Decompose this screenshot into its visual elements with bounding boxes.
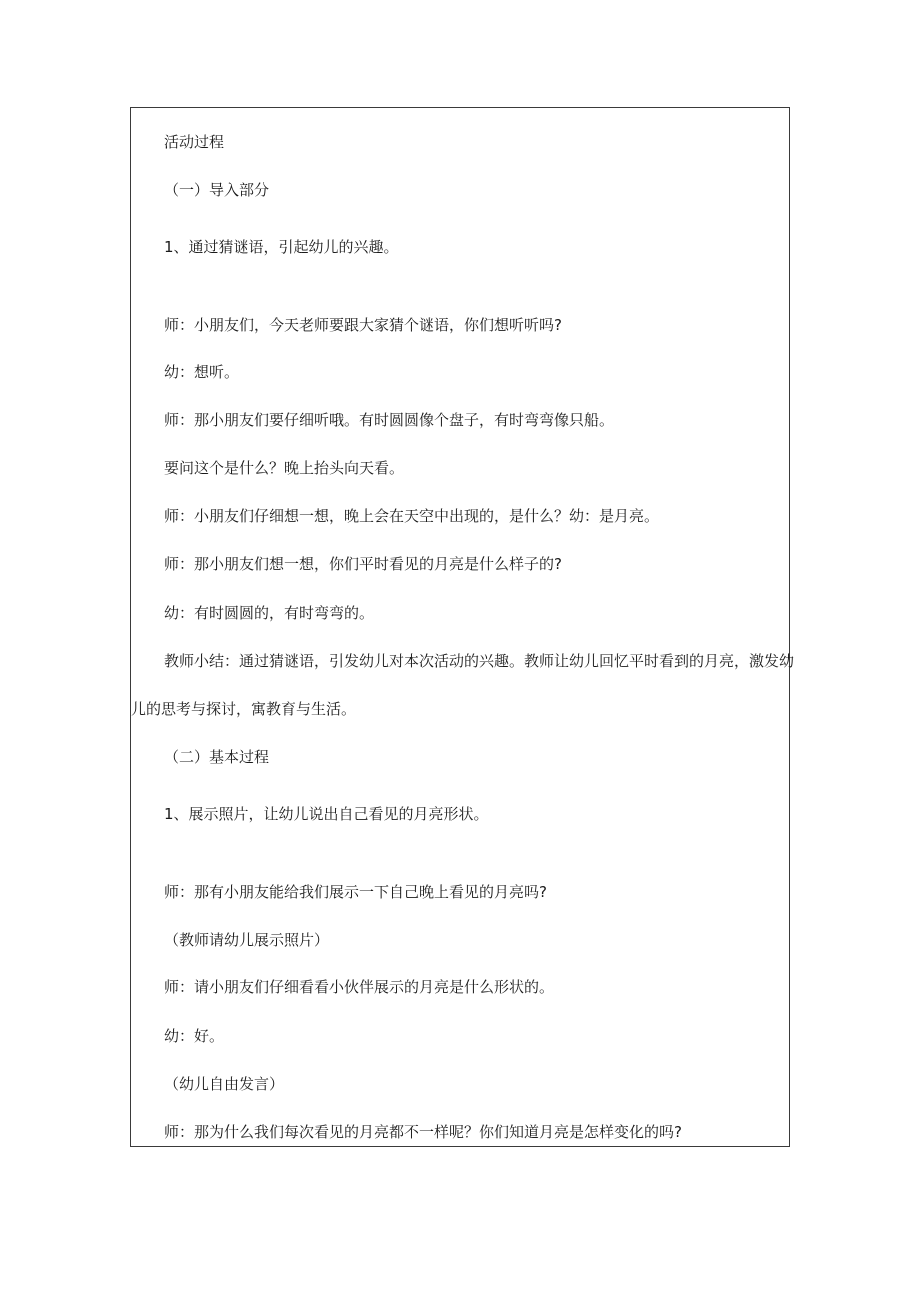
dialogue-line: 师：那为什么我们每次看见的月亮都不一样呢？你们知道月亮是怎样变化的吗?	[164, 1123, 682, 1141]
dialogue-line: 要问这个是什么？晚上抬头向天看。	[164, 459, 405, 477]
teacher-summary: 教师小结：通过猜谜语，引发幼儿对本次活动的兴趣。教师让幼儿回忆平时看到的月亮，激发幼	[164, 652, 795, 670]
dialogue-line: 师：小朋友们，今天老师要跟大家猜个谜语，你们想听听吗?	[164, 316, 562, 334]
subsection-heading-intro: （一）导入部分	[164, 181, 270, 199]
stage-direction: （教师请幼儿展示照片）	[164, 931, 330, 949]
dialogue-line: 师：那小朋友们想一想，你们平时看见的月亮是什么样子的?	[164, 555, 562, 573]
dialogue-line: 幼：好。	[164, 1027, 225, 1045]
step-1-photos: 1、展示照片，让幼儿说出自己看见的月亮形状。	[164, 805, 489, 823]
teacher-summary-continued: 儿的思考与探讨，寓教育与生活。	[131, 700, 357, 718]
subsection-heading-basic-process: （二）基本过程	[164, 748, 270, 766]
step-1-riddle: 1、通过猜谜语，引起幼儿的兴趣。	[164, 238, 399, 256]
stage-direction: （幼儿自由发言）	[164, 1075, 285, 1093]
dialogue-line: 师：那有小朋友能给我们展示一下自己晚上看见的月亮吗?	[164, 883, 547, 901]
dialogue-line: 师：小朋友们仔细想一想，晚上会在天空中出现的，是什么？幼：是月亮。	[164, 507, 660, 525]
section-heading-activity-process: 活动过程	[164, 133, 225, 151]
dialogue-line: 幼：想听。	[164, 363, 240, 381]
dialogue-line: 幼：有时圆圆的，有时弯弯的。	[164, 604, 375, 622]
dialogue-line: 师：请小朋友们仔细看看小伙伴展示的月亮是什么形状的。	[164, 978, 555, 996]
dialogue-line: 师：那小朋友们要仔细听哦。有时圆圆像个盘子，有时弯弯像只船。	[164, 411, 615, 429]
